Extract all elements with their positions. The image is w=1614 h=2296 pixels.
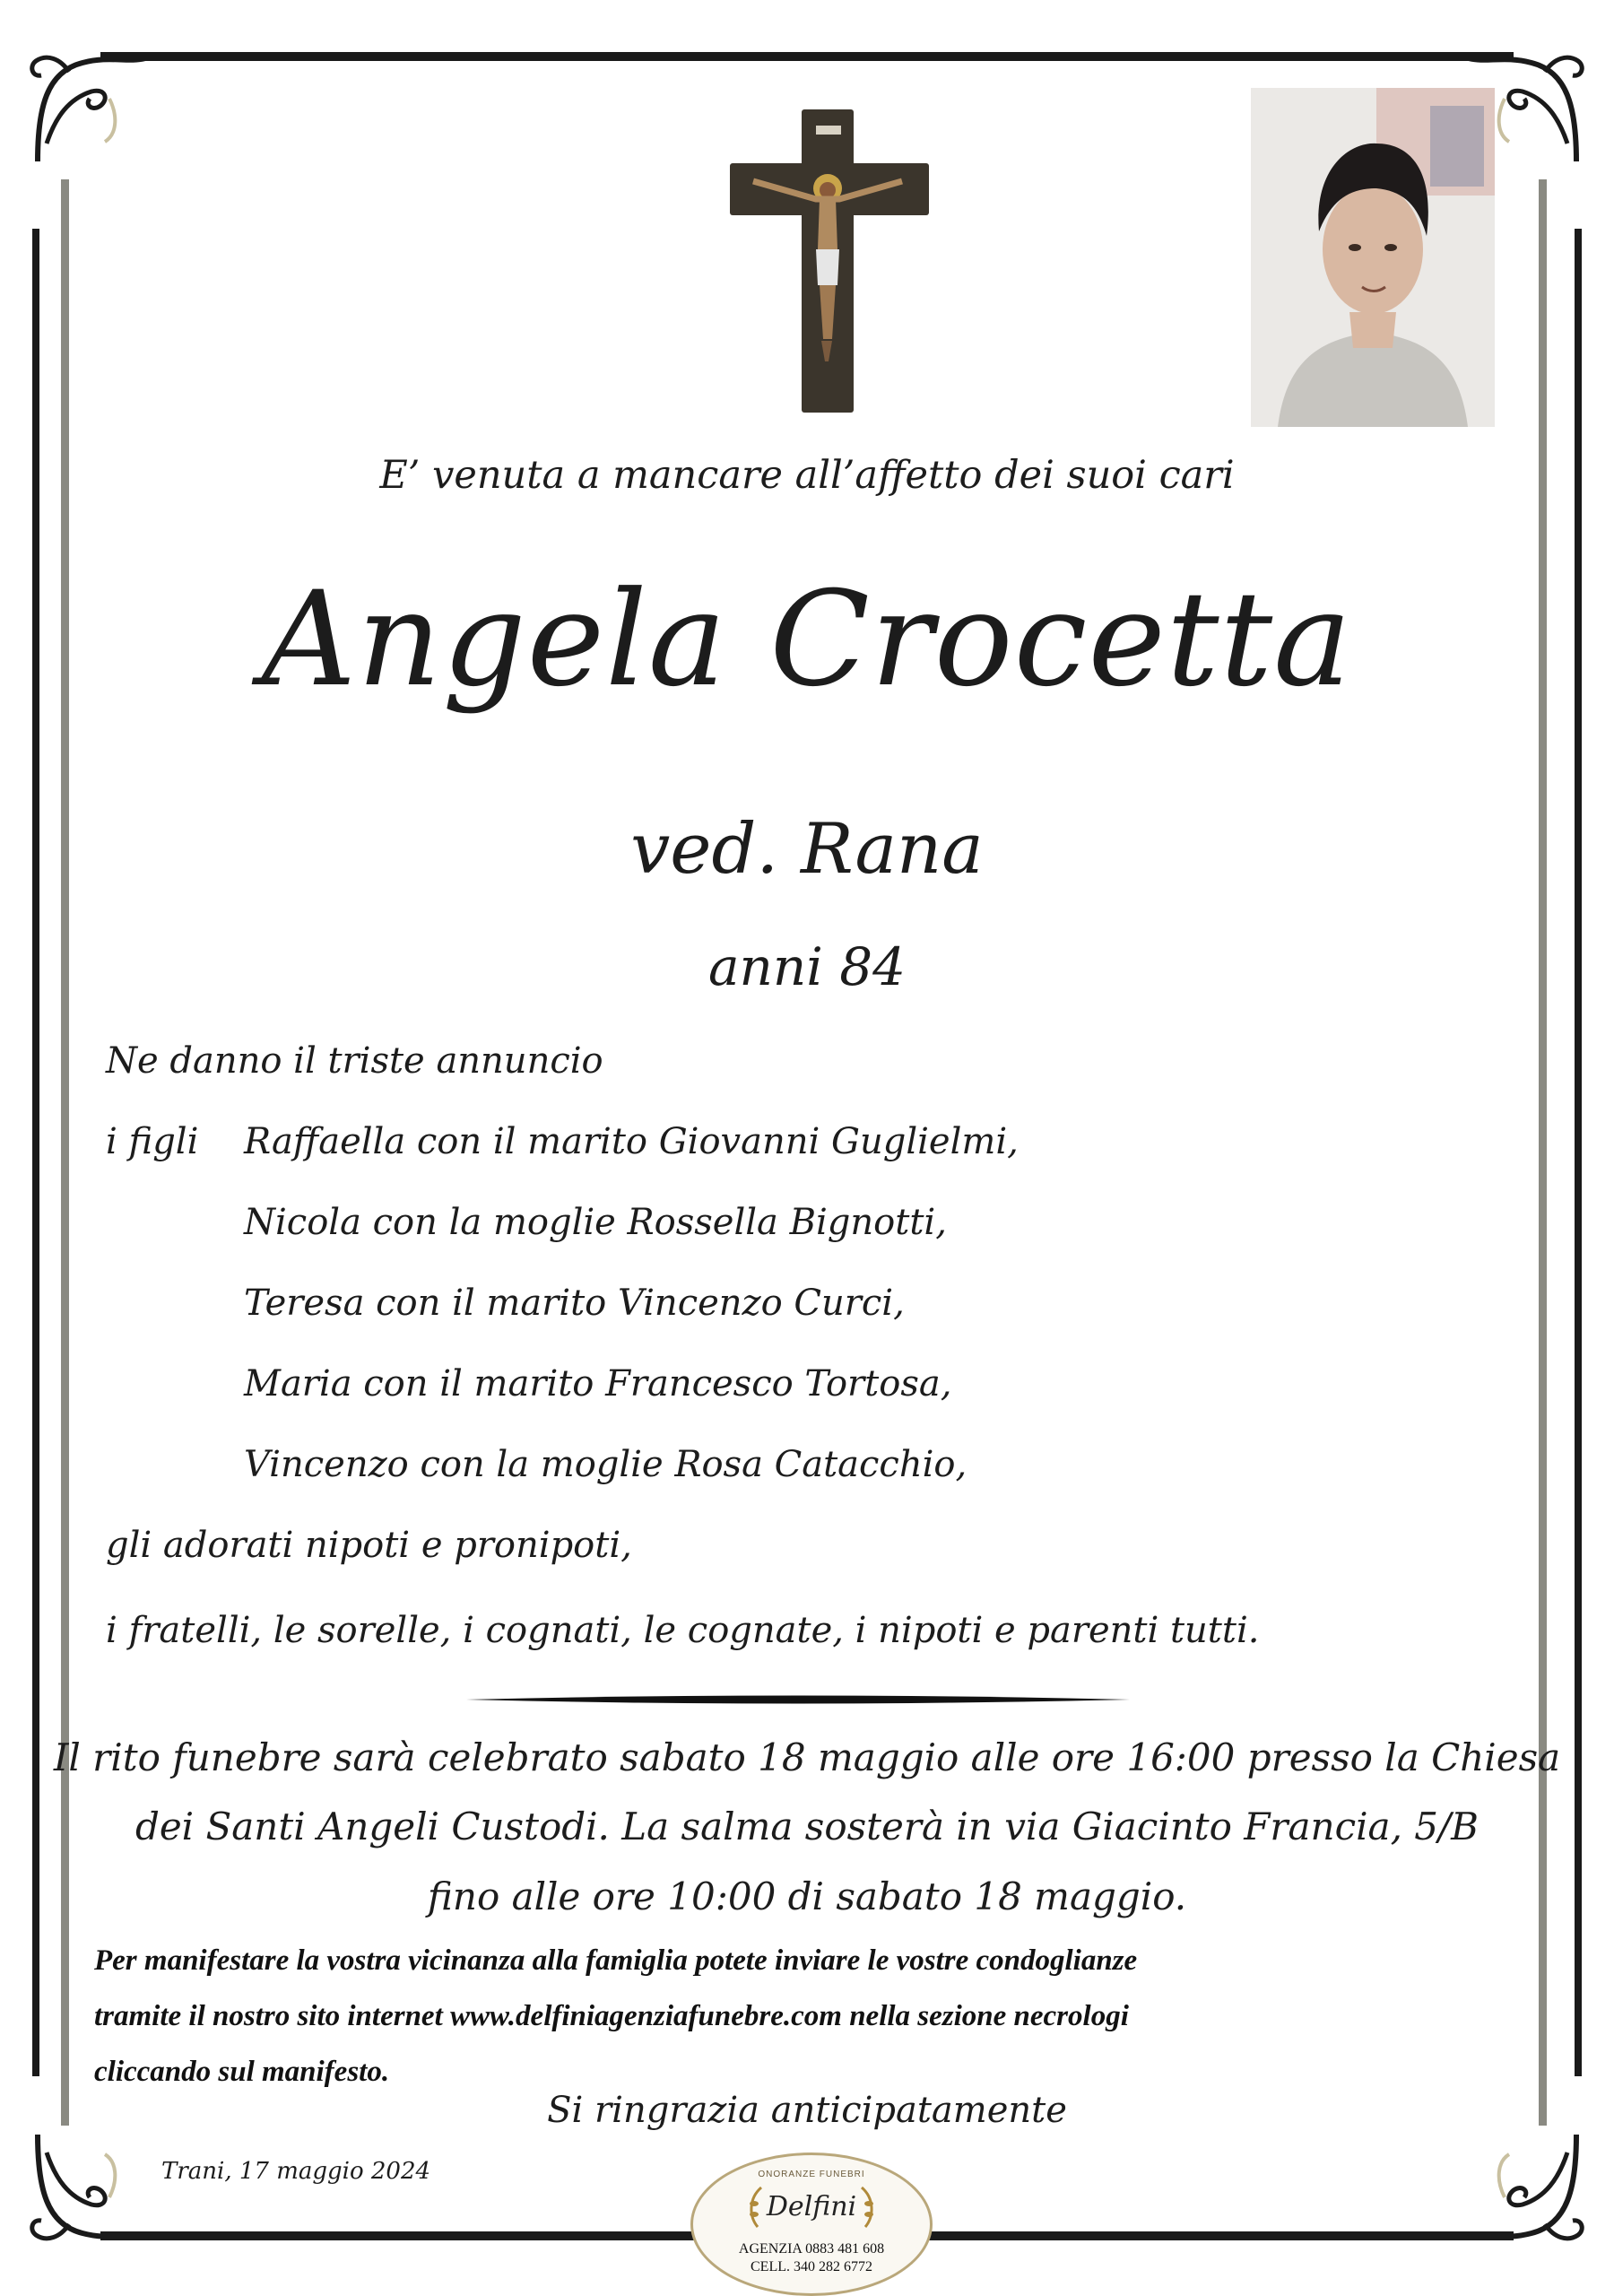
grandchildren-line: gli adorati nipoti e pronipoti, xyxy=(106,1525,632,1566)
divider xyxy=(466,1693,1130,1706)
frame-top-border xyxy=(100,52,1514,61)
frame-left-border-outer xyxy=(32,229,39,2076)
crucifix-icon xyxy=(726,106,933,416)
agency-cell: CELL. 340 282 6772 xyxy=(751,2259,872,2274)
relatives-line: i fratelli, le sorelle, i cognati, le cognate, i nipoti e parenti tutti. xyxy=(106,1610,1260,1651)
ceremony-line: Il rito funebre sarà celebrato sabato 18 maggio alle ore 16:00 presso la Chiesa xyxy=(53,1735,1561,1779)
intro-text: E’ venuta a mancare all’affetto dei suoi cari xyxy=(379,453,1235,498)
agency-seal xyxy=(690,2152,933,2296)
child-line: Vincenzo con la moglie Rosa Catacchio, xyxy=(244,1444,968,1485)
announcement-text: Ne danno il triste annuncio xyxy=(106,1040,603,1082)
frame-right-border-outer xyxy=(1575,229,1582,2076)
deceased-name: Angela Crocetta xyxy=(261,563,1353,716)
children-label: i figli xyxy=(106,1121,199,1162)
age: anni 84 xyxy=(707,936,907,997)
condolence-line: cliccando sul manifesto. xyxy=(94,2056,390,2088)
agency-name: Delfini xyxy=(766,2191,857,2222)
agency-phone: AGENZIA 0883 481 608 xyxy=(738,2241,885,2257)
ceremony-line: fino alle ore 10:00 di sabato 18 maggio. xyxy=(427,1874,1187,1918)
ornament-icon xyxy=(1460,2126,1594,2260)
child-line: Raffaella con il marito Giovanni Guglielmi, xyxy=(244,1121,1019,1162)
ornament-icon xyxy=(20,36,154,170)
thanks-text: Si ringrazia anticipatamente xyxy=(547,2090,1067,2131)
child-line: Maria con il marito Francesco Tortosa, xyxy=(244,1363,952,1405)
married-name: ved. Rana xyxy=(630,809,984,890)
portrait-photo xyxy=(1251,88,1495,427)
agency-tagline: ONORANZE FUNEBRI xyxy=(758,2170,865,2179)
condolence-line: tramite il nostro sito internet www.delfiniagenziafunebre.com nella sezione necrologi xyxy=(94,2000,1129,2032)
place-date: Trani, 17 maggio 2024 xyxy=(161,2158,431,2185)
child-line: Teresa con il marito Vincenzo Curci, xyxy=(244,1283,905,1324)
ceremony-line: dei Santi Angeli Custodi. La salma sosterà in via Giacinto Francia, 5/B xyxy=(134,1805,1480,1848)
condolence-line: Per manifestare la vostra vicinanza alla famiglia potete inviare le vostre condoglianze xyxy=(94,1944,1138,1977)
child-line: Nicola con la moglie Rossella Bignotti, xyxy=(244,1202,947,1243)
ornament-icon xyxy=(20,2126,154,2260)
